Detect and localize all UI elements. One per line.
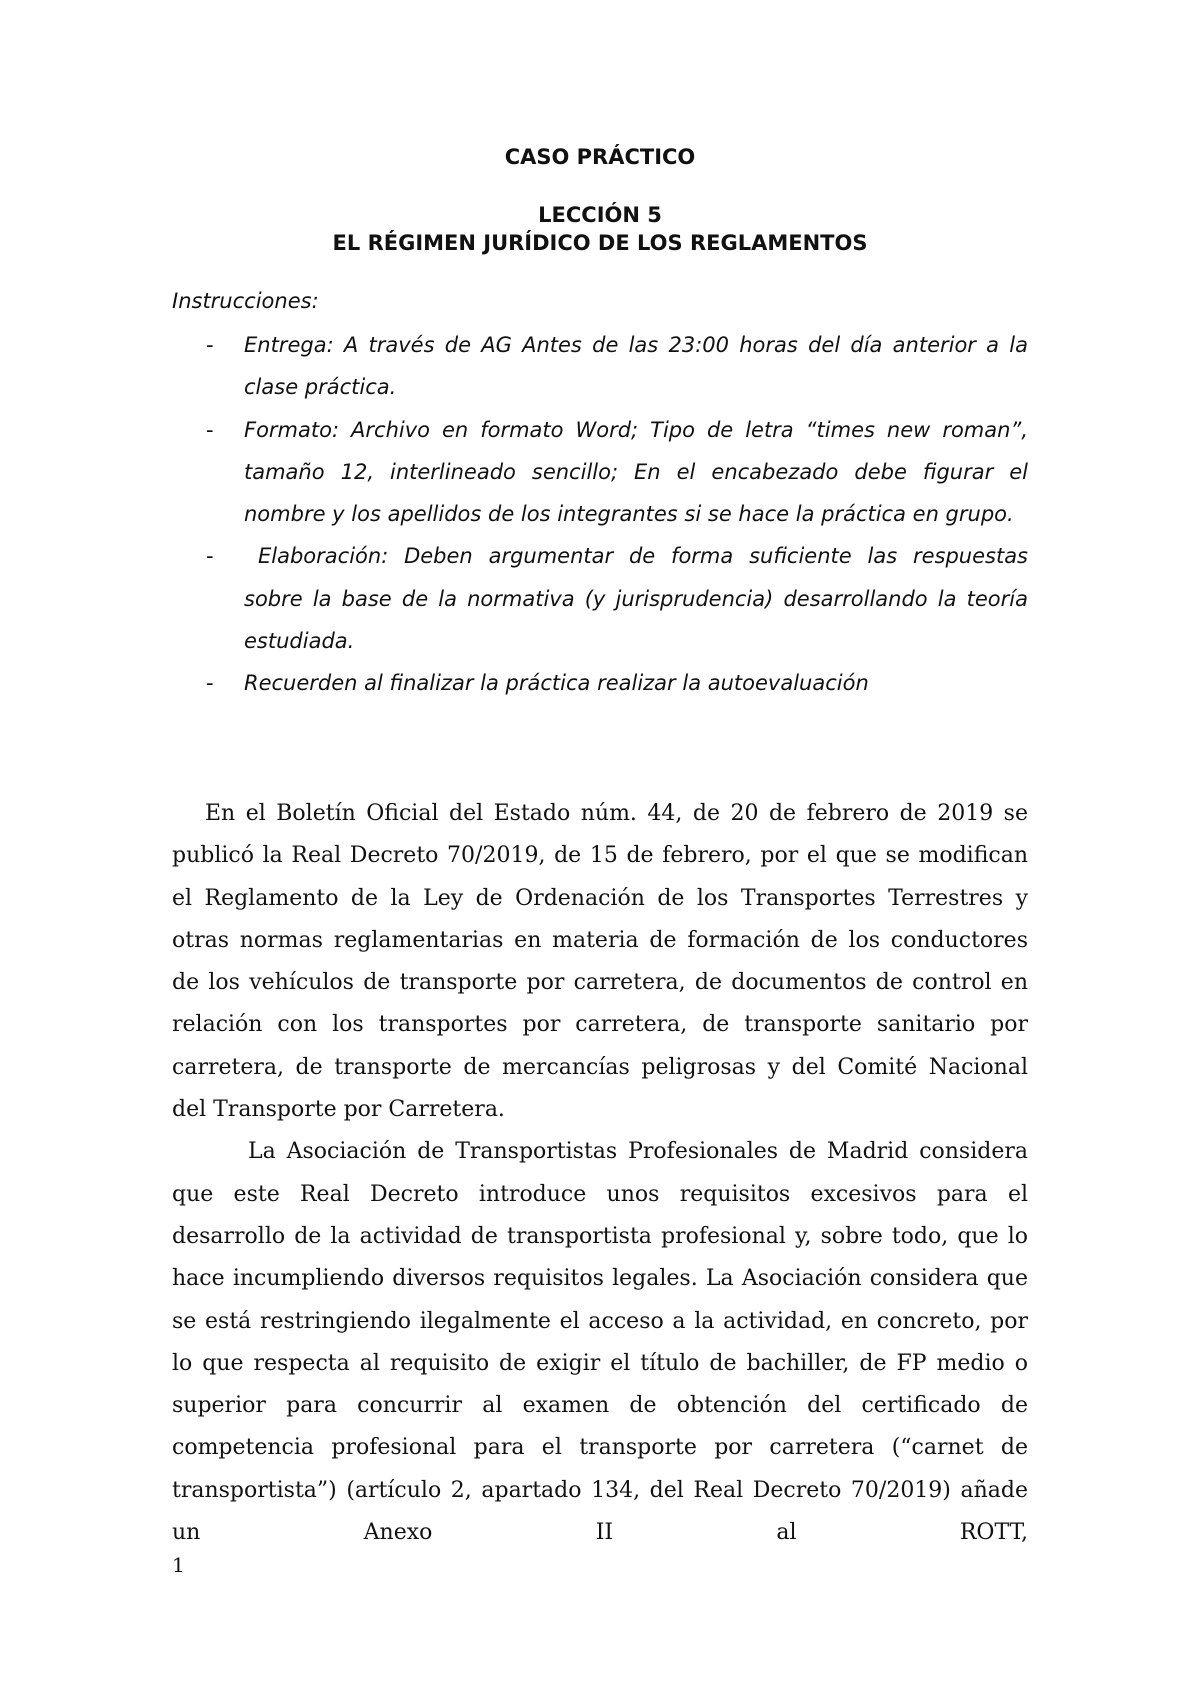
- instruction-text: Formato: Archivo en formato Word; Tipo de letra “times new roman”, tamaño 12, interlineado sencillo; En el encabezado debe figurar el nombre y los apellidos de los integrantes si se hace la práctica en grupo.: [244, 417, 1028, 527]
- instruction-item-delivery: [172, 324, 1028, 409]
- instruction-text: Entrega: A través de AG Antes de las 23:00 horas del día anterior a la clase práctica.: [244, 333, 1028, 400]
- list-dash: -: [206, 671, 214, 696]
- instruction-item-self-assessment: [172, 662, 1028, 704]
- body-paragraph: En el Boletín Oficial del Estado núm. 44, de 20 de febrero de 2019 se publicó la Real Decreto 70/2019, de 15 de febrero, por el que se modifican el Reglamento de la Ley de Ordenación de los Transportes Terrestres y otras normas reglamentarias en materia de formación de los conductores de los vehículos de transporte por carretera, de documentos de control en relación con los transportes por carretera, de transporte sanitario por carretera, de transporte de mercancías peligrosas y del Comité Nacional del Transporte por Carretera.: [172, 801, 1028, 1123]
- instruction-item-format: [172, 409, 1028, 536]
- list-dash: -: [206, 417, 214, 442]
- lesson-heading: LECCIÓN 5: [538, 203, 662, 227]
- body-paragraph: La Asociación de Transportistas Profesionales de Madrid considera que este Real Decreto introduce unos requisitos excesivos para el desarrollo de la actividad de transportista profesional y, sobre todo, que lo hace incumpliendo diversos requisitos legales. La Asociación considera que se está restringiendo ilegalmente el acceso a la actividad, en concreto, por lo que respecta al requisito de exigir el título de bachiller, de FP medio o superior para concurrir al examen de obtención del certificado de competencia profesional para el transporte por carretera (“carnet de transportista”) (artículo 2, apartado 134, del Real Decreto 70/2019) añade un Anexo II al ROTT,: [172, 1139, 1028, 1546]
- subject-heading: EL RÉGIMEN JURÍDICO DE LOS REGLAMENTOS: [332, 231, 868, 255]
- list-dash: -: [206, 333, 214, 357]
- instructions-label: Instrucciones:: [172, 289, 319, 313]
- instruction-text: Elaboración: Deben argumentar de forma suficiente las respuestas sobre la base de la normativa (y jurisprudencia) desarrollando la teoría estudiada.: [244, 544, 1028, 654]
- instruction-text: Recuerden al finalizar la práctica realizar la autoevaluación: [244, 671, 869, 696]
- instructions-list: [172, 324, 1028, 705]
- list-dash: -: [206, 544, 214, 569]
- instruction-item-elaboration: [172, 535, 1028, 662]
- document-title: CASO PRÁCTICO: [504, 145, 696, 169]
- case-body: [172, 793, 1028, 1554]
- page-number: 1: [172, 1553, 185, 1577]
